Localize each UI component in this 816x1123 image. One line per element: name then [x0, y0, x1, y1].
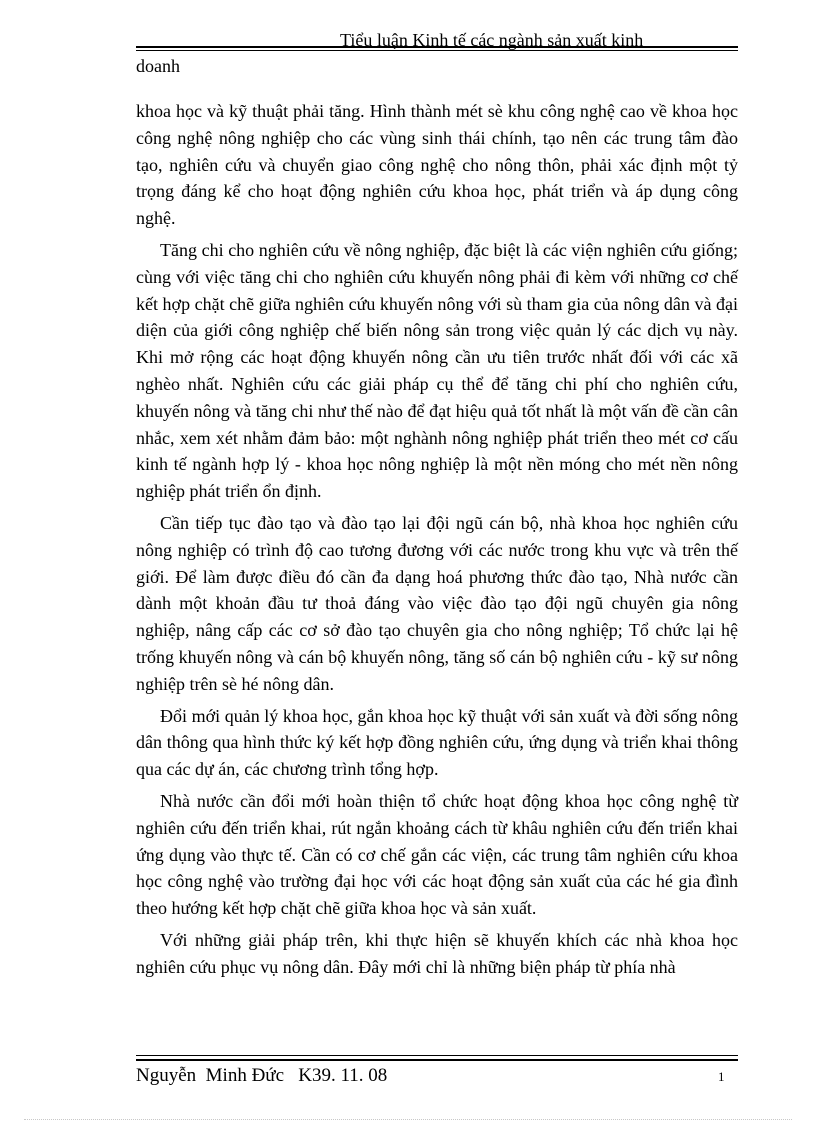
- paragraph: Với những giải pháp trên, khi thực hiện sẽ khuyến khích các nhà khoa học nghiên cứu phục vụ nông dân. Đây mới chỉ là những biện pháp từ phía nhà: [136, 929, 738, 977]
- page-edge-divider: [24, 1119, 792, 1120]
- header-rule-thick: [136, 46, 738, 48]
- footer-rule-thick: [136, 1059, 738, 1061]
- paragraph: Tăng chi cho nghiên cứu về nông nghiệp, đặc biệt là các viện nghiên cứu giống; cùng với việc tăng chi cho nghiên cứu khuyến nông phải đi kèm với những cơ chế kết hợp chặt chẽ giữa nghiên cứu khuyến nông với sù tham gia của nông dân và đại diện của giới công nghiệp chế biến nông sản trong việc quản lý các dịch vụ này. Khi mở rộng các hoạt động khuyến nông cần ưu tiên trước nhất đối với các xã nghèo nhất. Nghiên cứu các giải pháp cụ thể để tăng chi phí cho nghiên cứu, khuyến nông và tăng chi như thế nào để đạt hiệu quả tốt nhất là một vấn đề cần cân nhắc, xem xét nhằm đảm bảo: một nghành nông nghiệp phát triển theo mét cơ cấu kinh tế ngành hợp lý - khoa học nông nghiệp là một nền móng cho mét nền nông nghiệp phát triển ổn định.: [136, 239, 738, 502]
- header-title-continuation: doanh: [136, 56, 180, 76]
- header-rule-thin: [136, 50, 738, 51]
- document-body: [136, 98, 738, 986]
- paragraph: Đổi mới quản lý khoa học, gắn khoa học kỹ thuật với sản xuất và đời sống nông dân thông qua hình thức ký kết hợp đồng nghiên cứu, ứng dụng và triển khai thông qua các dự án, các chương trình tổng hợp.: [136, 705, 738, 780]
- paragraph: khoa học và kỹ thuật phải tăng. Hình thành mét sè khu công nghệ cao về khoa học công nghệ nông nghiệp cho các vùng sinh thái chính, tạo nên các trung tâm đào tạo, nghiên cứu và chuyển giao công nghệ cho nông thôn, phải xác định một tỷ trọng đáng kể cho hoạt động nghiên cứu khoa học, phát triển và áp dụng công nghệ.: [136, 101, 738, 229]
- footer-rule-thin: [136, 1055, 738, 1056]
- paragraph: Nhà nước cần đổi mới hoàn thiện tổ chức hoạt động khoa học công nghệ từ nghiên cứu đến triển khai, rút ngắn khoảng cách từ khâu nghiên cứu đến triển khai ứng dụng vào thực tế. Cần có cơ chế gắn các viện, các trung tâm nghiên cứu khoa học công nghệ vào trường đại học với các hoạt động sản xuất của các hé gia đình theo hướng kết hợp chặt chẽ giữa khoa học và sản xuất.: [136, 790, 738, 919]
- page-number: 1: [718, 1069, 725, 1084]
- paragraph: Cần tiếp tục đào tạo và đào tạo lại đội ngũ cán bộ, nhà khoa học nghiên cứu nông nghiệp có trình độ cao tương đương với các nước trong khu vực và trên thế giới. Để làm được điều đó cần đa dạng hoá phương thức đào tạo, Nhà nước cần dành một khoản đầu tư thoả đáng vào việc đào tạo đội ngũ chuyên gia nông nghiệp, nâng cấp các cơ sở đào tạo chuyên gia cho nông nghiệp; Tổ chức lại hệ trống khuyến nông và cán bộ khuyến nông, tăng số cán bộ nghiên cứu - kỹ sư nông nghiệp trên sè hé nông dân.: [136, 512, 738, 694]
- footer-author: Nguyễn Minh Đức K39. 11. 08: [136, 1065, 388, 1086]
- header-title: Tiểu luận Kinh tế các ngành sản xuất kinh: [340, 30, 644, 50]
